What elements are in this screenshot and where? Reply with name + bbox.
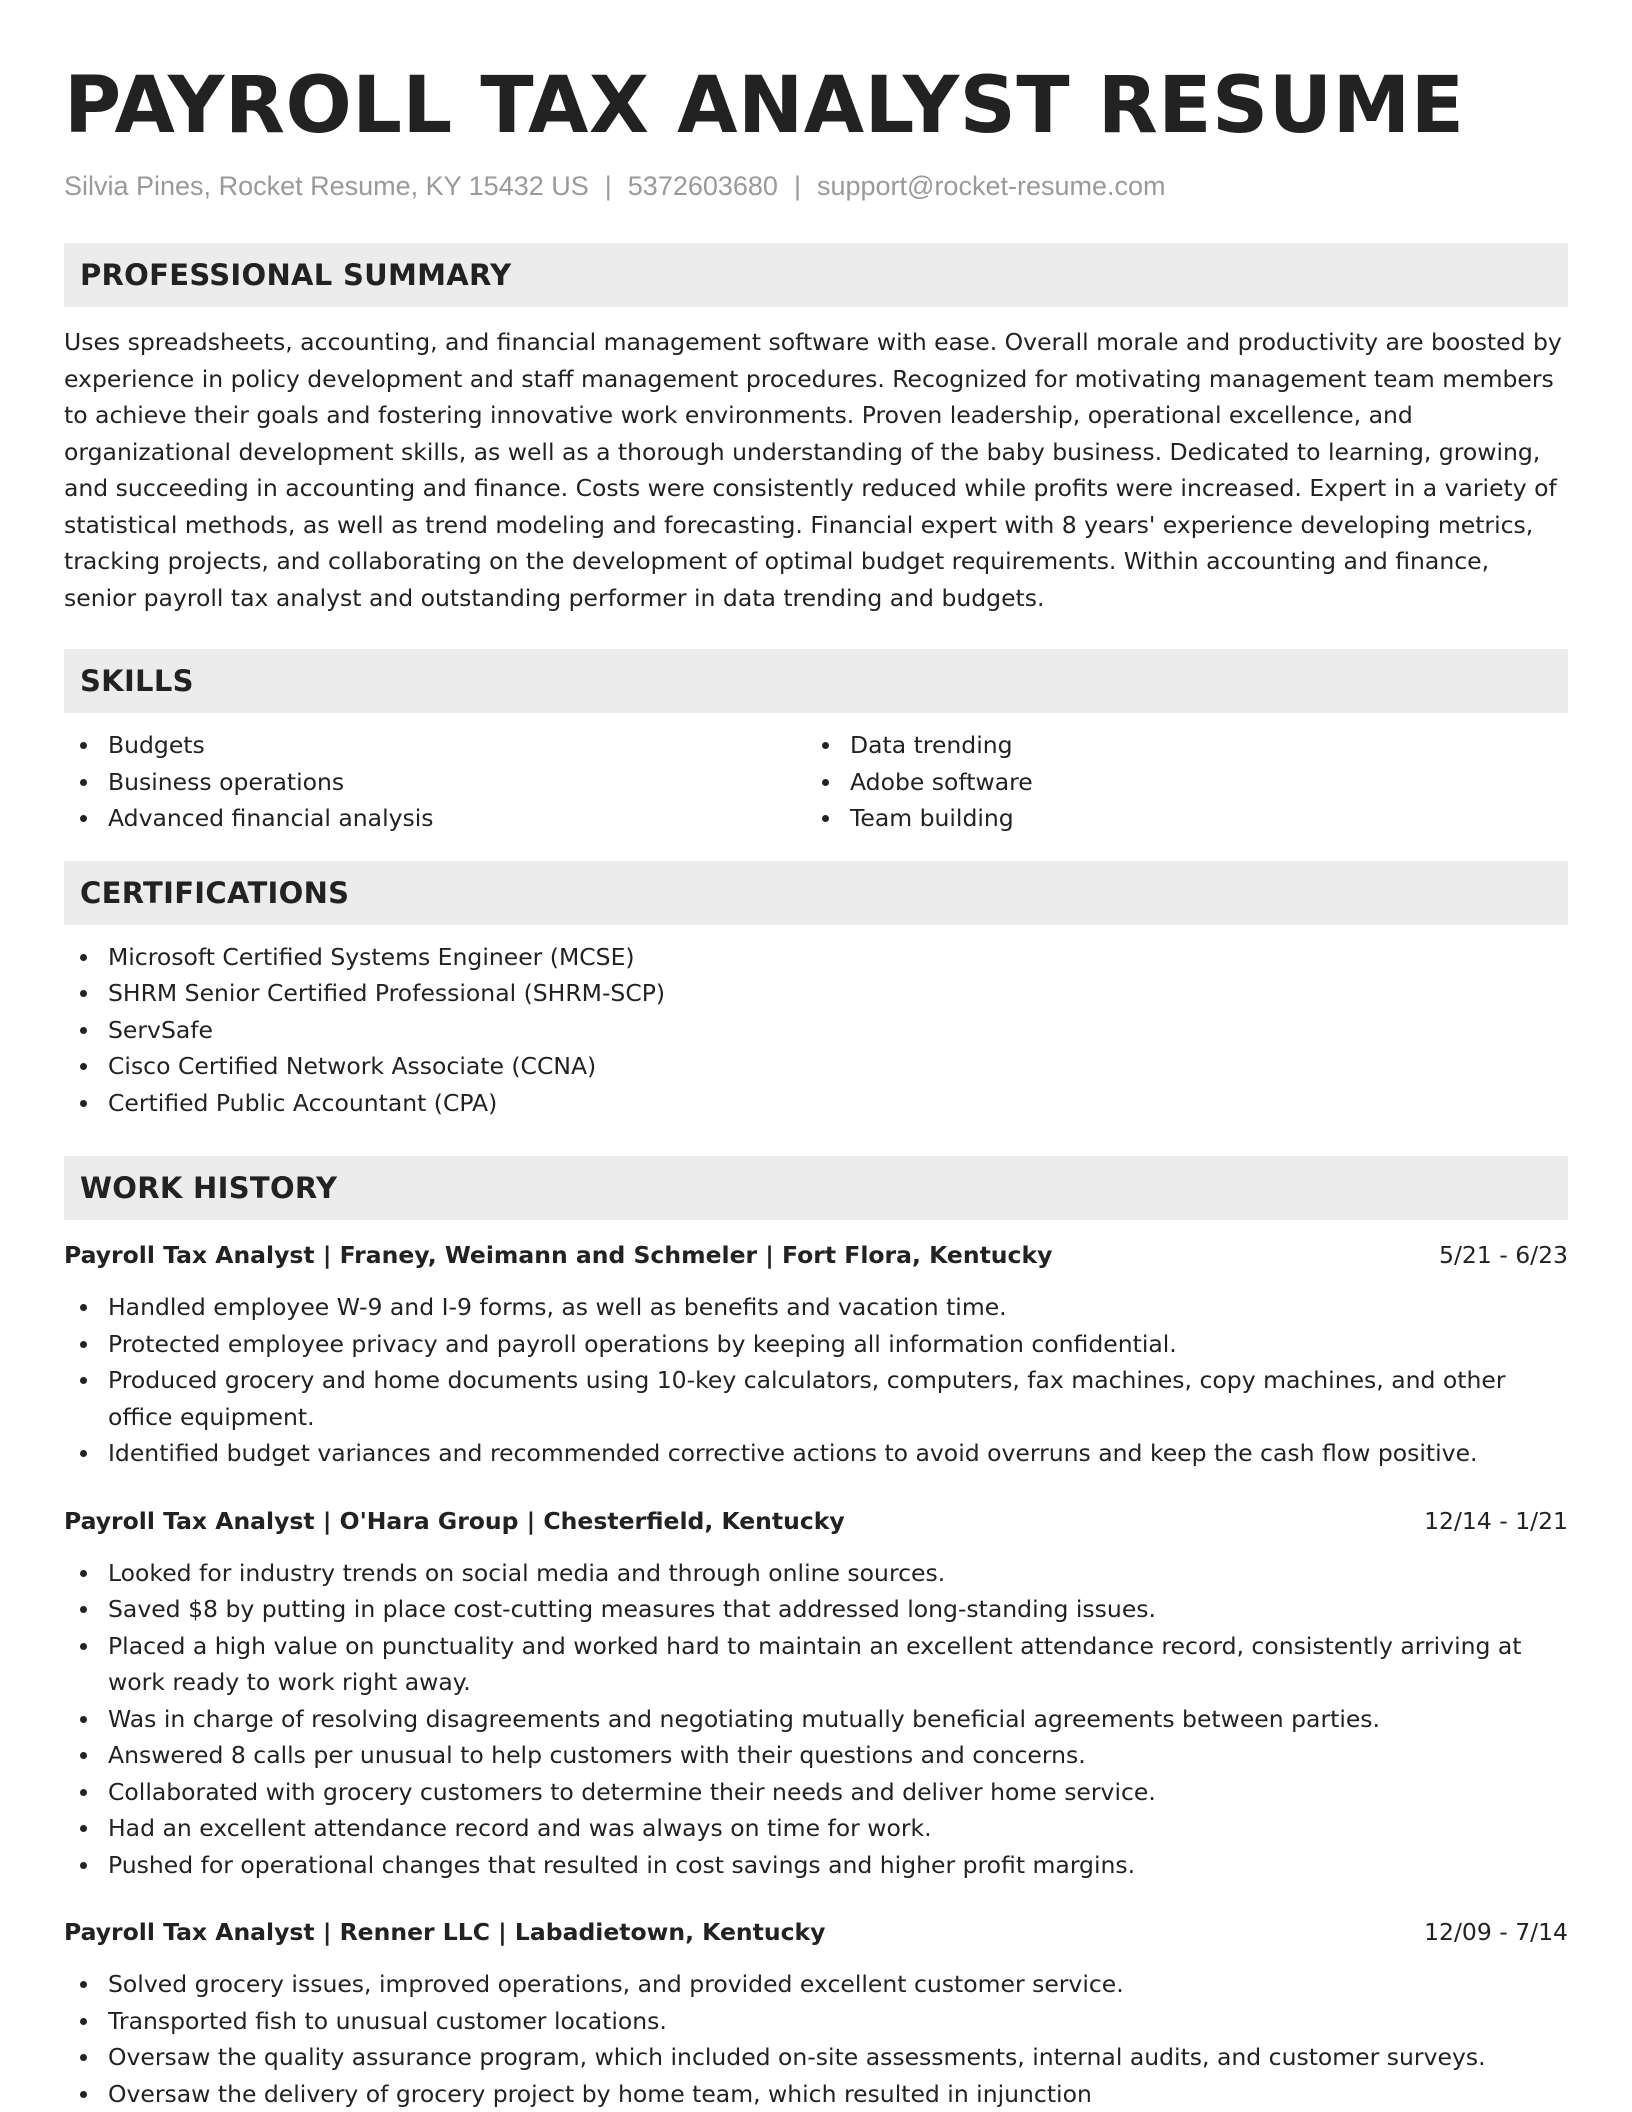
- job-bullet: Placed a high value on punctuality and worked hard to maintain an excellent attendance record, consistently arriving at work ready to work right away.: [64, 1628, 1568, 1701]
- contact-separator: |: [793, 171, 801, 201]
- job-bullet: Protected employee privacy and payroll operations by keeping all information confidential.: [64, 1326, 1568, 1363]
- skills-grid: [64, 727, 1568, 837]
- certifications-list: [64, 939, 1568, 1122]
- job-bullet: Saved $8 by putting in place cost-cutting measures that addressed long-standing issues.: [64, 1591, 1568, 1628]
- work-history-heading: WORK HISTORY: [64, 1156, 1568, 1220]
- job-header: [64, 1503, 1568, 1539]
- certification-item: Microsoft Certified Systems Engineer (MCSE): [64, 939, 1568, 976]
- job-bullet: Was in charge of resolving disagreements and negotiating mutually beneficial agreements between parties.: [64, 1701, 1568, 1738]
- contact-phone: 5372603680: [627, 171, 778, 201]
- skill-item: Budgets: [64, 727, 806, 764]
- job-title: Payroll Tax Analyst | Franey, Weimann and Schmeler | Fort Flora, Kentucky: [64, 1241, 1053, 1269]
- skills-list-right: [806, 727, 1548, 837]
- skill-item: Data trending: [806, 727, 1548, 764]
- summary-heading: PROFESSIONAL SUMMARY: [64, 243, 1568, 307]
- job-title: Payroll Tax Analyst | Renner LLC | Labadietown, Kentucky: [64, 1918, 826, 1946]
- job-bullet: Handled employee W-9 and I-9 forms, as well as benefits and vacation time.: [64, 1289, 1568, 1326]
- job-bullets: [64, 1555, 1568, 1884]
- job-entry: [64, 1914, 1568, 2112]
- job-bullet: Oversaw the delivery of grocery project by home team, which resulted in injunction: [64, 2076, 1568, 2112]
- contact-line: [64, 168, 1568, 204]
- skill-item: Advanced financial analysis: [64, 800, 806, 837]
- job-entry: [64, 1237, 1568, 1472]
- job-bullets: [64, 1966, 1568, 2112]
- job-entry: [64, 1503, 1568, 1884]
- job-dates: 12/14 - 1/21: [1424, 1506, 1568, 1535]
- resume-title: PAYROLL TAX ANALYST RESUME: [64, 61, 1465, 151]
- job-bullet: Collaborated with grocery customers to determine their needs and deliver home service.: [64, 1774, 1568, 1811]
- contact-email: support@rocket-resume.com: [816, 171, 1166, 201]
- skills-list-left: [64, 727, 806, 837]
- skill-item: Business operations: [64, 764, 806, 801]
- job-bullet: Solved grocery issues, improved operations, and provided excellent customer service.: [64, 1966, 1568, 2003]
- job-bullet: Pushed for operational changes that resulted in cost savings and higher profit margins.: [64, 1847, 1568, 1884]
- certification-item: SHRM Senior Certified Professional (SHRM-SCP): [64, 975, 1568, 1012]
- job-bullet: Transported fish to unusual customer locations.: [64, 2003, 1568, 2040]
- skill-item: Adobe software: [806, 764, 1548, 801]
- skill-item: Team building: [806, 800, 1548, 837]
- summary-text: Uses spreadsheets, accounting, and financial management software with ease. Overall morale and productivity are boosted by experience in policy development and staff management procedures. Recognized for motivating management team members to achieve their goals and fostering innovative work environments. Proven leadership, operational excellence, and organizational development skills, as well as a thorough understanding of the baby business. Dedicated to learning, growing, and succeeding in accounting and finance. Costs were consistently reduced while profits were increased. Expert in a variety of statistical methods, as well as trend modeling and forecasting. Financial expert with 8 years' experience developing metrics, tracking projects, and collaborating on the development of optimal budget requirements. Within accounting and finance, senior payroll tax analyst and outstanding performer in data trending and budgets.: [64, 328, 1562, 612]
- certification-item: Certified Public Accountant (CPA): [64, 1085, 1568, 1122]
- certification-item: Cisco Certified Network Associate (CCNA): [64, 1048, 1568, 1085]
- certifications-heading: CERTIFICATIONS: [64, 861, 1568, 925]
- job-bullet: Looked for industry trends on social media and through online sources.: [64, 1555, 1568, 1592]
- job-header: [64, 1914, 1568, 1950]
- job-bullets: [64, 1289, 1568, 1472]
- job-bullet: Answered 8 calls per unusual to help customers with their questions and concerns.: [64, 1737, 1568, 1774]
- job-dates: 12/09 - 7/14: [1424, 1918, 1568, 1946]
- job-header: [64, 1237, 1568, 1273]
- job-dates: 5/21 - 6/23: [1439, 1241, 1568, 1269]
- skills-heading: SKILLS: [64, 649, 1568, 713]
- job-bullet: Oversaw the quality assurance program, which included on-site assessments, internal audits, and customer surveys.: [64, 2039, 1568, 2076]
- certification-item: ServSafe: [64, 1012, 1568, 1049]
- contact-address: Silvia Pines, Rocket Resume, KY 15432 US: [64, 171, 589, 201]
- contact-separator: |: [604, 171, 612, 201]
- job-bullet: Produced grocery and home documents using 10-key calculators, computers, fax machines, copy machines, and other office equipment.: [64, 1362, 1568, 1435]
- job-bullet: Had an excellent attendance record and was always on time for work.: [64, 1810, 1568, 1847]
- job-title: Payroll Tax Analyst | O'Hara Group | Chesterfield, Kentucky: [64, 1506, 845, 1535]
- job-bullet: Identified budget variances and recommended corrective actions to avoid overruns and keep the cash flow positive.: [64, 1435, 1568, 1472]
